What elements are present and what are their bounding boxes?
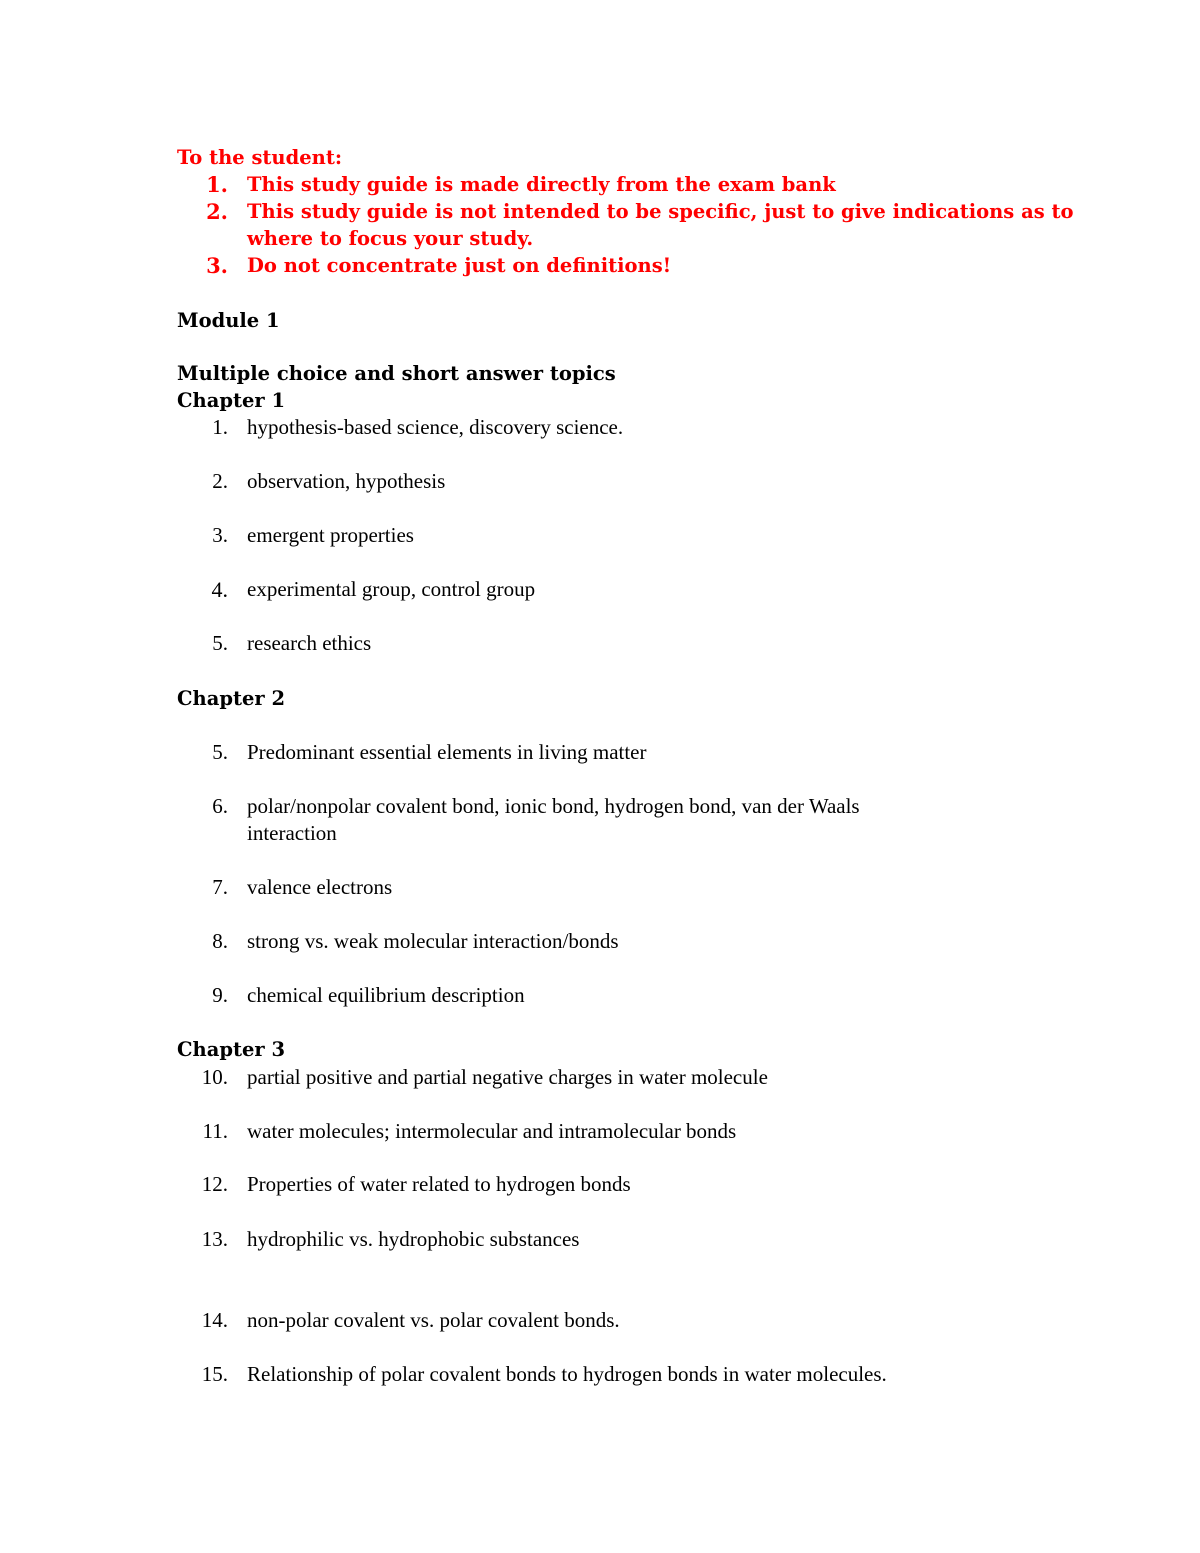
list-item: valence electrons (247, 875, 393, 899)
intro-heading: To the student: (177, 146, 343, 169)
chapter-title: Chapter 2 (177, 687, 286, 710)
intro-item-number: 1. (206, 172, 228, 197)
list-item-number: 2. (212, 469, 228, 493)
intro-item-text-continued: where to focus your study. (247, 227, 534, 250)
list-item-number: 13. (201, 1227, 228, 1251)
list-item-number: 11. (202, 1119, 228, 1143)
intro-item-text: This study guide is not intended to be specific, just to give indications as to (247, 200, 1074, 223)
list-item-number: 5. (212, 740, 228, 764)
list-item-number: 4. (211, 577, 228, 602)
list-item-number: 5. (212, 631, 228, 655)
list-item: experimental group, control group (247, 577, 536, 601)
list-item: partial positive and partial negative charges in water molecule (247, 1065, 768, 1089)
list-item-number: 15. (201, 1362, 228, 1386)
list-item-number: 8. (212, 929, 228, 953)
list-item: polar/nonpolar covalent bond, ionic bond, hydrogen bond, van der Waals (247, 794, 860, 818)
list-item: hydrophilic vs. hydrophobic substances (247, 1227, 580, 1251)
list-item: hypothesis-based science, discovery science. (247, 415, 624, 439)
list-item: strong vs. weak molecular interaction/bonds (247, 929, 619, 953)
list-item: observation, hypothesis (247, 469, 446, 493)
chapter-title: Chapter 3 (177, 1038, 286, 1061)
intro-item-text: This study guide is made directly from the exam bank (247, 173, 836, 196)
intro-item-number: 3. (206, 253, 228, 278)
list-item: emergent properties (247, 523, 414, 547)
list-item: Relationship of polar covalent bonds to hydrogen bonds in water molecules. (247, 1362, 887, 1386)
module-title: Module 1 (177, 309, 280, 332)
list-item-number: 3. (212, 523, 228, 547)
list-item: Properties of water related to hydrogen bonds (247, 1172, 631, 1196)
list-item-number: 7. (212, 875, 228, 899)
chapter-title: Chapter 1 (177, 389, 286, 412)
intro-item-number: 2. (206, 199, 228, 224)
list-item-continued: interaction (247, 821, 337, 845)
list-item-number: 10. (201, 1065, 228, 1089)
list-item: Predominant essential elements in living matter (247, 740, 647, 764)
list-item: research ethics (247, 631, 372, 655)
list-item-number: 9. (212, 983, 228, 1007)
intro-item-text: Do not concentrate just on definitions! (247, 254, 672, 277)
list-item-number: 12. (201, 1172, 228, 1196)
list-item-number: 1. (212, 415, 228, 439)
list-item: water molecules; intermolecular and intramolecular bonds (247, 1119, 737, 1143)
list-item: chemical equilibrium description (247, 983, 525, 1007)
list-item: non-polar covalent vs. polar covalent bonds. (247, 1308, 620, 1332)
list-item-number: 6. (212, 794, 228, 818)
list-item-number: 14. (201, 1308, 228, 1332)
topics-heading: Multiple choice and short answer topics (177, 362, 616, 385)
